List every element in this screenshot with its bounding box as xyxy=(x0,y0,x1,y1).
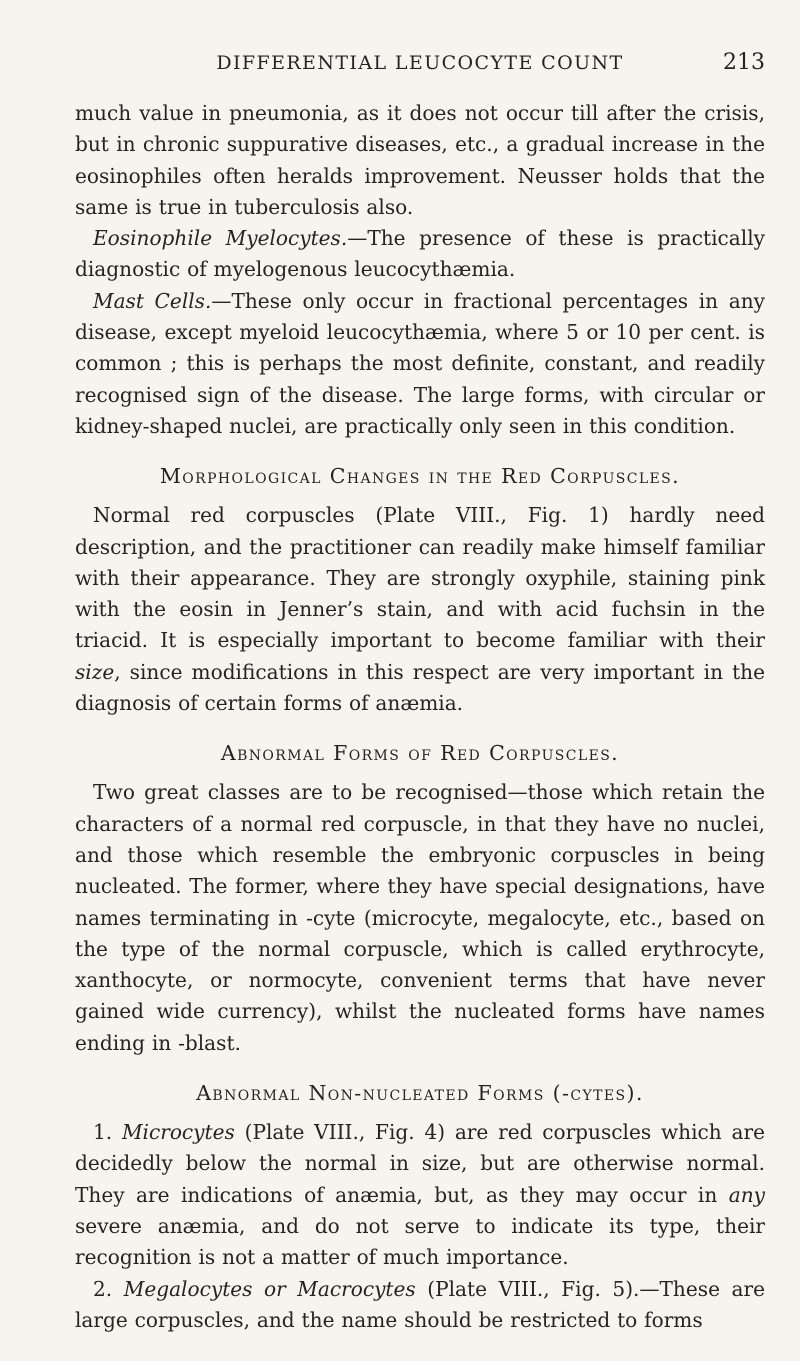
paragraph-text: , since modifications in this respect are very important in the diagnosis of certain forms of anæmia. xyxy=(75,659,765,716)
paragraph-text: —These only occur in fractional percentages in any disease, except myeloid leucocythæmia, where 5 or 10 per cent. is common ; this is perhaps the most definite, constant, and readily recognised sign of the disease. The large forms, with circular or kidney-shaped nuclei, are practically only seen in this condition. xyxy=(75,288,765,438)
section-heading-non-nucleated-forms: Abnormal Non-nucleated Forms (-cytes). xyxy=(196,1081,644,1106)
paragraph-mast-cells xyxy=(75,286,765,442)
section-heading-morphological-changes: Morphological Changes in the Red Corpuscles. xyxy=(159,464,681,489)
paragraph-microcytes xyxy=(75,1117,765,1273)
list-number: 1. xyxy=(93,1120,122,1145)
emphasis-any: any xyxy=(728,1182,765,1207)
page-number: 213 xyxy=(723,50,765,75)
paragraph-text: Normal red corpuscles (Plate VIII., Fig. 1) hardly need description, and the practitioner can readily make himself familiar with their appearance. They are strongly oxyphile, staining pink with the eosin in Jenner’s stain, and with acid fuchsin in the triacid. It is especially important to become familiar with their xyxy=(75,503,765,653)
running-head xyxy=(75,52,765,92)
paragraph-text: (Plate VIII., Fig. 5).—These are large corpuscles, and the name should be restricted to forms xyxy=(75,1276,766,1332)
term-megalocytes: Megalocytes or Macrocytes xyxy=(123,1276,416,1301)
paragraph-text: (Plate VIII., Fig. 4) are red corpuscles which are decidedly below the normal in size, but are otherwise normal. They are indications of anæmia, but, as they may occur in xyxy=(75,1120,765,1207)
paragraph-text: much value in pneumonia, as it does not occur till after the crisis, but in chronic suppurative diseases, etc., a gradual increase in the eosinophiles often heralds improvement. Neusser holds that the same is true in tuberculosis also. xyxy=(75,101,765,219)
book-page xyxy=(75,52,765,1336)
list-number: 2. xyxy=(93,1276,124,1301)
paragraph-eosinophiles xyxy=(75,98,765,223)
paragraph-eosinophile-myelocytes xyxy=(75,223,765,286)
term-microcytes: Microcytes xyxy=(121,1120,235,1145)
paragraph-megalocytes xyxy=(75,1274,765,1337)
running-title: DIFFERENTIAL LEUCOCYTE COUNT xyxy=(216,52,624,74)
paragraph-normal-red-corpuscles xyxy=(75,500,765,719)
term-eosinophile-myelocytes: Eosinophile Myelocytes. xyxy=(93,226,348,251)
emphasis-size: size xyxy=(75,659,115,684)
paragraph-text: severe anæmia, and do not serve to indicate its type, their recognition is not a matter of much importance. xyxy=(75,1213,765,1270)
term-mast-cells: Mast Cells. xyxy=(93,288,212,313)
paragraph-two-great-classes xyxy=(75,777,765,1059)
paragraph-text: Two great classes are to be recognised—those which retain the characters of a normal red corpuscle, in that they have no nuclei, and those which resemble the embryonic corpuscles in being nucleated. The former, where they have special designations, have names terminating in -cyte (microcyte, megalocyte, etc., based on the type of the normal corpuscle, which is called erythrocyte, xanthocyte, or normocyte, convenient terms that have never gained wide currency), whilst the nucleated forms have names ending in -blast. xyxy=(75,780,765,1055)
paragraph-text: —The presence of these is practically diagnostic of myelogenous leucocythæmia. xyxy=(75,226,765,282)
section-heading-abnormal-forms: Abnormal Forms of Red Corpuscles. xyxy=(220,741,620,766)
